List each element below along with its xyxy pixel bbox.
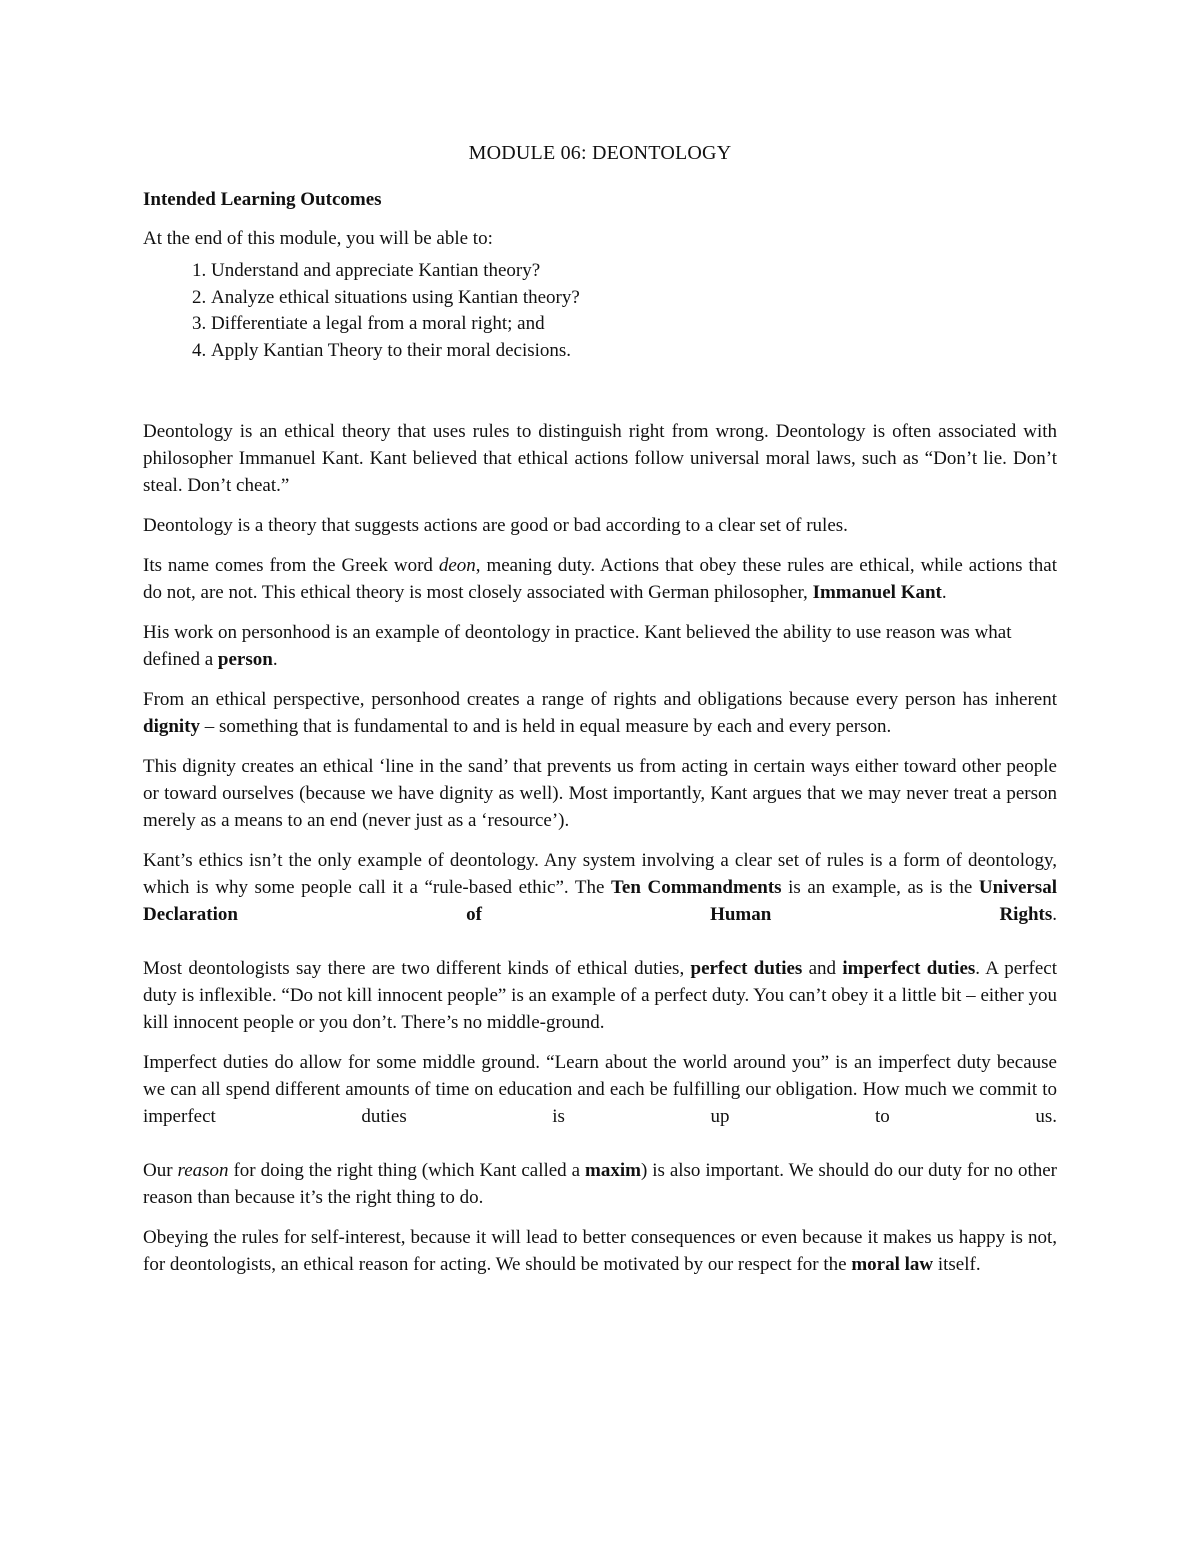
term-udhr: Universal Declaration of Human Rights	[143, 877, 1057, 925]
paragraph-dignity	[143, 686, 1057, 740]
text-run: .	[272, 649, 278, 670]
term-immanuel-kant: Immanuel Kant	[812, 582, 942, 603]
paragraph-duties	[143, 955, 1057, 1036]
term-ten-commandments: Ten Commandments	[611, 877, 782, 898]
outcomes-heading: Intended Learning Outcomes	[143, 189, 382, 210]
list-item: 4. Apply Kantian Theory to their moral decisions.	[211, 338, 1057, 365]
text-run: Most deontologists say there are two different kinds of ethical duties,	[143, 958, 691, 979]
text-run: From an ethical perspective, personhood creates a range of rights and obligations because every person has inherent	[143, 689, 1057, 710]
text-run: – something that is fundamental to and is held in equal measure by each and every person.	[200, 716, 892, 737]
text-run: .	[1052, 904, 1057, 925]
paragraph-maxim	[143, 1157, 1057, 1211]
text-run: , meaning duty. Actions that obey these rules are ethical, while actions that do not, are not. This ethical theory is most closely associated with German philosopher,	[143, 555, 1057, 603]
text-run: His work on personhood is an example of deontology in practice. Kant believed the ability to use reason was what defined a	[143, 622, 1012, 670]
paragraph-line-in-sand: This dignity creates an ethical ‘line in the sand’ that prevents us from acting in certain ways either toward other people or toward ourselves (because we have dignity as well). Most importantly, Kant argues that we may never treat a person merely as a means to an end (never just as a ‘resource’).	[143, 756, 1057, 831]
text-run: itself.	[933, 1254, 981, 1275]
term-reason: reason	[177, 1160, 229, 1181]
text-run: Our	[143, 1160, 178, 1181]
outcomes-intro: At the end of this module, you will be able to:	[143, 228, 493, 249]
text-run: is an example, as is the	[781, 877, 979, 898]
text-run: Kant’s ethics isn’t the only example of deontology. Any system involving a clear set of rules is a form of deontology, which is why some people call it a “rule-based ethic”. The	[143, 850, 1057, 898]
term-person: person	[217, 649, 273, 670]
text-run: for doing the right thing (which Kant called a	[228, 1160, 585, 1181]
text-run: Its name comes from the Greek word	[143, 555, 439, 576]
term-deon: deon	[438, 555, 476, 576]
paragraph-rule-based	[143, 847, 1057, 928]
spacer	[143, 941, 1057, 955]
term-imperfect-duties: imperfect duties	[842, 958, 976, 979]
term-perfect-duties: perfect duties	[690, 958, 803, 979]
paragraph-personhood	[143, 619, 1057, 673]
outcomes-list	[143, 258, 1057, 364]
spacer	[143, 364, 1057, 418]
term-dignity: dignity	[143, 716, 201, 737]
paragraph-imperfect: Imperfect duties do allow for some middle ground. “Learn about the world around you” is an imperfect duty because we can all spend different amounts of time on education and each be fulfilling our obligation. How much we commit to imperfect duties is up to us.	[143, 1052, 1057, 1127]
paragraph-name-origin	[143, 552, 1057, 606]
page-title: MODULE 06: DEONTOLOGY	[468, 142, 732, 164]
term-maxim: maxim	[585, 1160, 641, 1181]
list-item: 1. Understand and appreciate Kantian theory?	[211, 258, 1057, 285]
text-run: .	[941, 582, 947, 603]
text-run: and	[802, 958, 843, 979]
document-page	[143, 140, 1057, 1291]
list-item: 3. Differentiate a legal from a moral right; and	[211, 311, 1057, 338]
spacer	[143, 1143, 1057, 1157]
term-moral-law: moral law	[851, 1254, 934, 1275]
text-run: ) is also important. We should do our duty for no other reason than because it’s the right thing to do.	[143, 1160, 1057, 1208]
paragraph-theory: Deontology is a theory that suggests actions are good or bad according to a clear set of rules.	[143, 515, 848, 536]
paragraph-definition: Deontology is an ethical theory that uses rules to distinguish right from wrong. Deontology is often associated with philosopher Immanuel Kant. Kant believed that ethical actions follow universal moral laws, such as “Don’t lie. Don’t steal. Don’t cheat.”	[143, 421, 1057, 496]
text-run: Obeying the rules for self-interest, because it will lead to better consequences or even because it makes us happy is not, for deontologists, an ethical reason for acting. We should be motivated by our respect for the	[143, 1227, 1057, 1275]
list-item: 2. Analyze ethical situations using Kantian theory?	[211, 285, 1057, 312]
text-run: . A perfect duty is inflexible. “Do not kill innocent people” is an example of a perfect duty. You can’t obey it a little bit – either you kill innocent people or you don’t. There’s no middle-ground.	[143, 958, 1057, 1033]
paragraph-moral-law	[143, 1224, 1057, 1278]
